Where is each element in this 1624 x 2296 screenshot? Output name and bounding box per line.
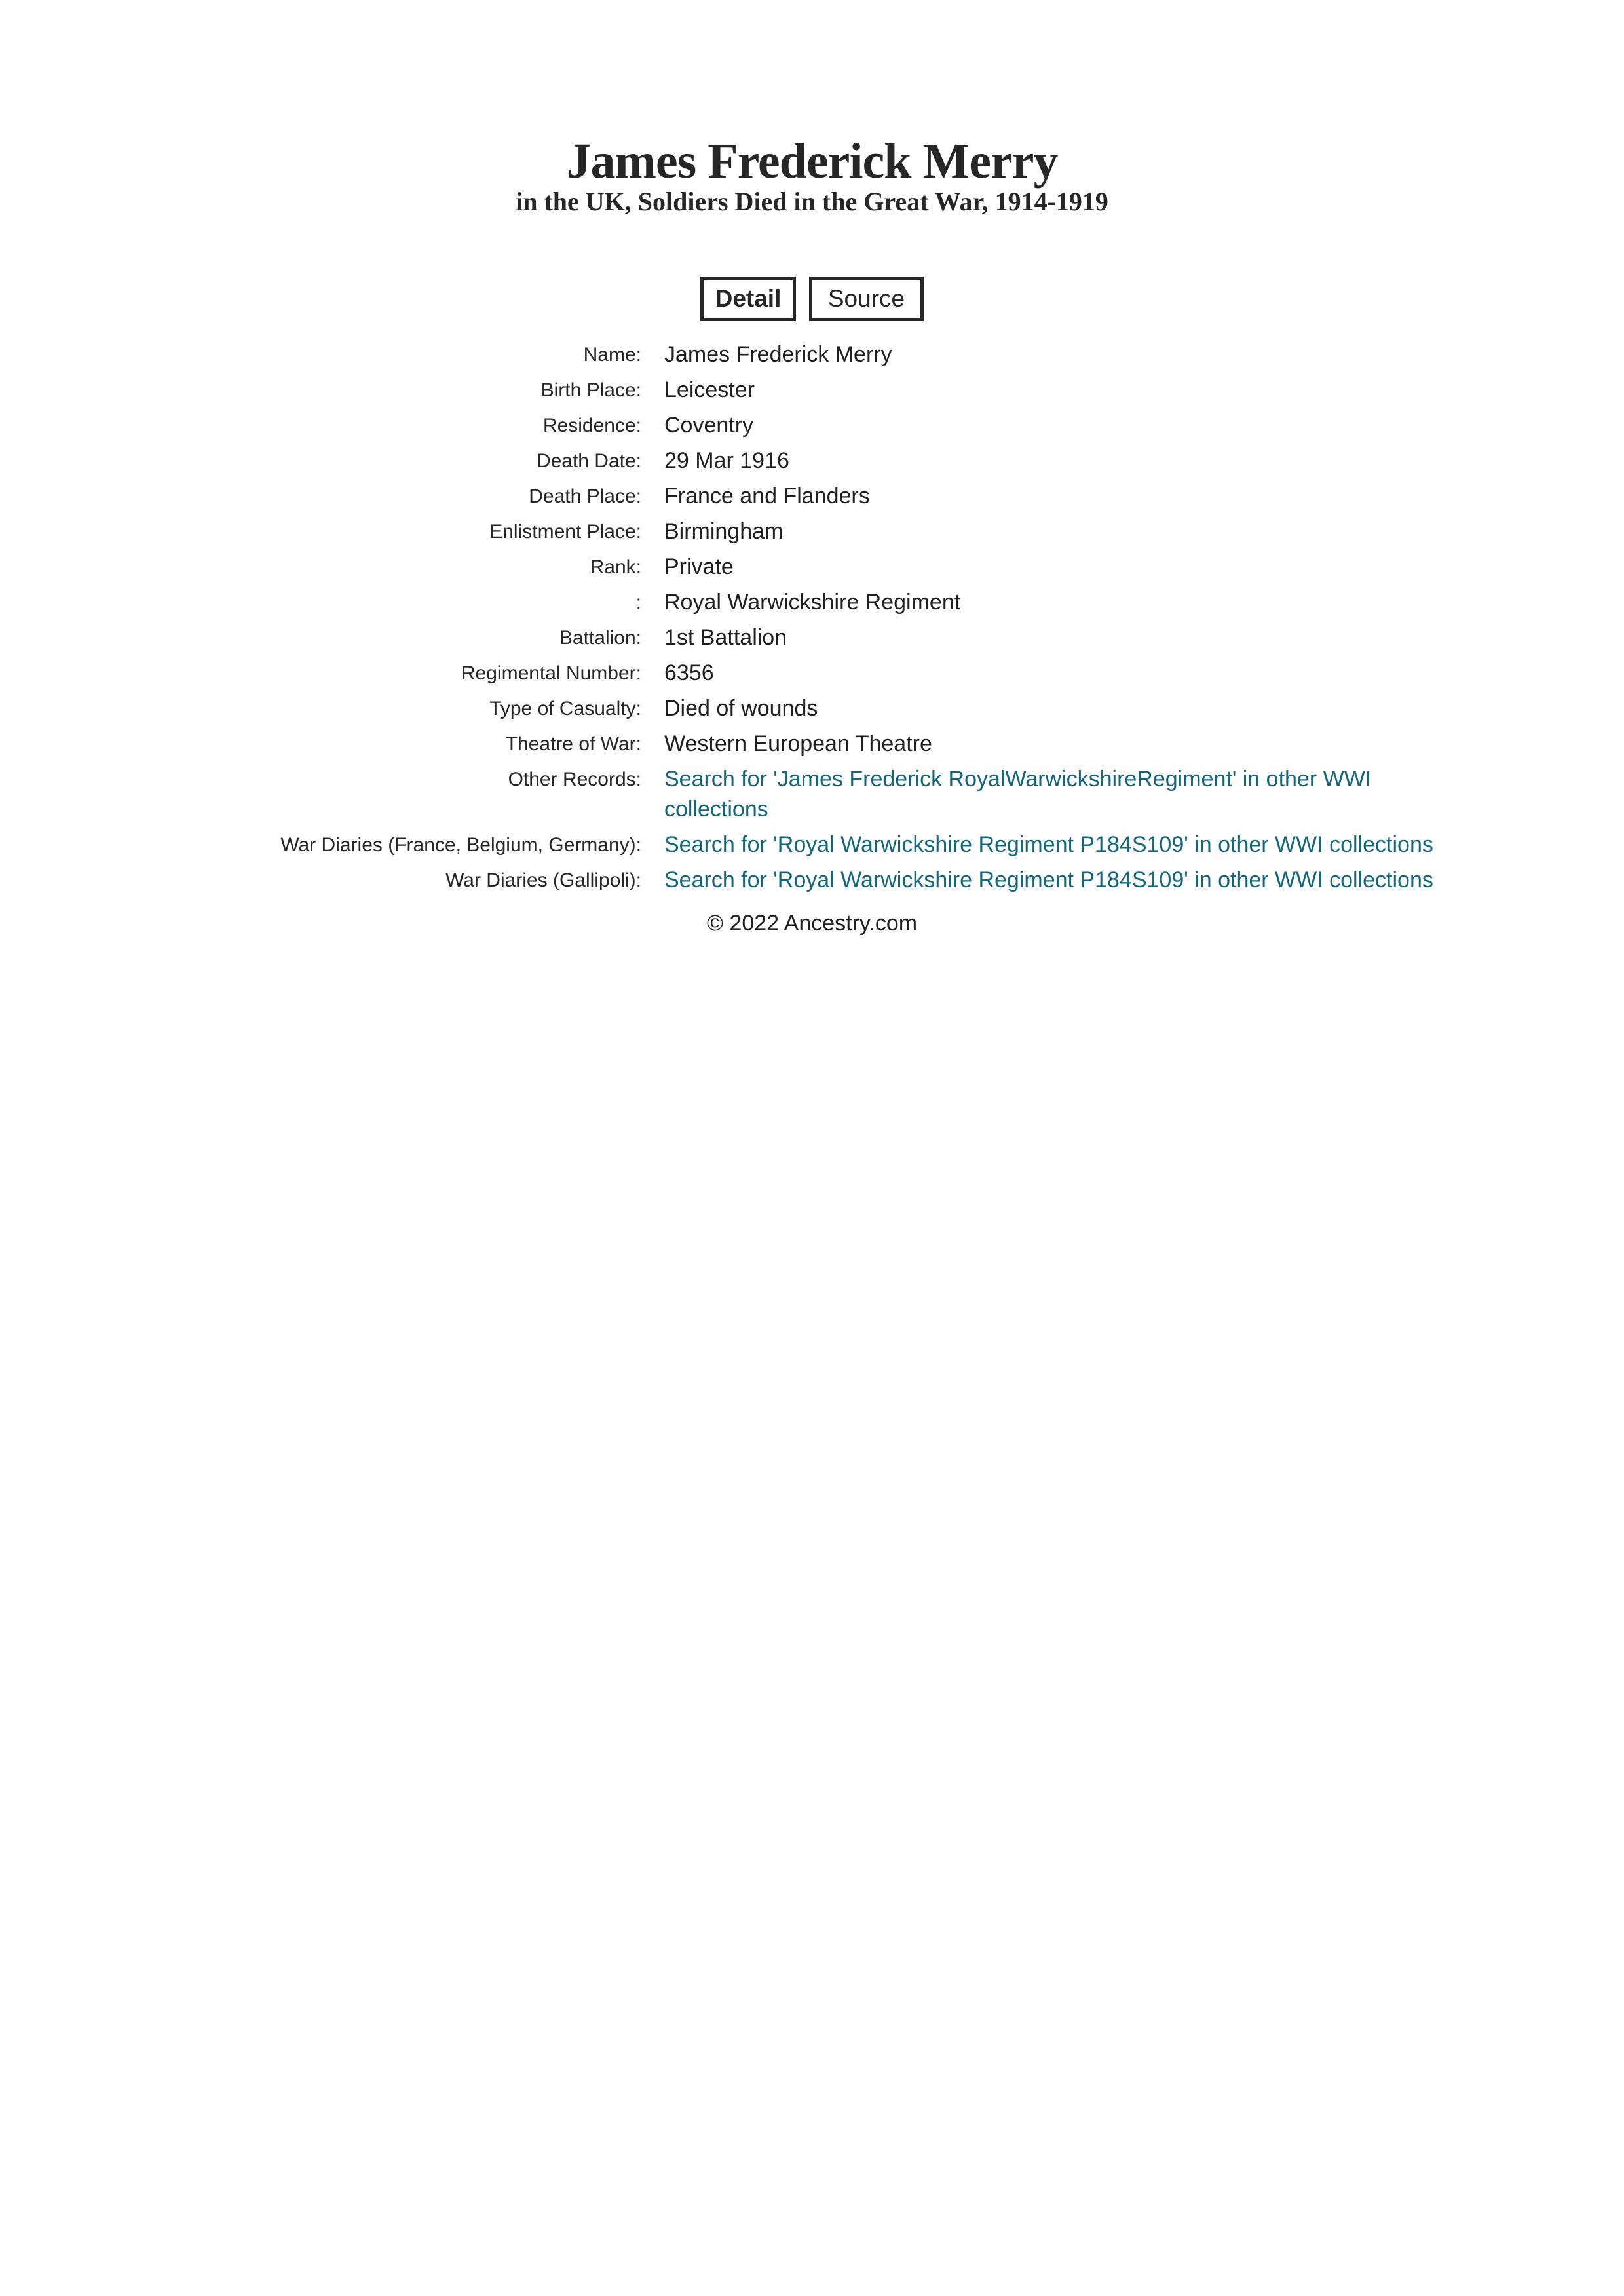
- record-label: Residence:: [542, 415, 641, 436]
- war-diaries-gallipoli-search-link[interactable]: Search for 'Royal Warwickshire Regiment P184S109' in other WWI collections: [664, 868, 1433, 892]
- record-row-regimental-number: [0, 655, 1624, 691]
- record-value: Western European Theatre: [664, 731, 932, 756]
- tab-detail[interactable]: Detail: [700, 277, 796, 321]
- record-value: 1st Battalion: [664, 625, 787, 650]
- record-value: Royal Warwickshire Regiment: [664, 590, 961, 615]
- record-value: James Frederick Merry: [664, 342, 892, 367]
- record-label: Theatre of War:: [505, 733, 641, 755]
- record-row-regiment: [0, 584, 1624, 620]
- record-value: Died of wounds: [664, 696, 818, 721]
- page-title: James Frederick Merry: [566, 134, 1058, 189]
- record-row-death-date: [0, 443, 1624, 478]
- record-label: Death Place:: [529, 486, 641, 507]
- record-row-name: [0, 337, 1624, 372]
- record-row-war-diaries-france: [0, 827, 1624, 862]
- record-label: Enlistment Place:: [489, 521, 641, 543]
- record-row-birth-place: [0, 372, 1624, 408]
- collection-subtitle: in the UK, Soldiers Died in the Great War, 1914-1919: [516, 187, 1108, 216]
- record-label: Birth Place:: [540, 379, 641, 401]
- record-row-death-place: [0, 478, 1624, 514]
- record-value: Private: [664, 554, 734, 579]
- record-value: Birmingham: [664, 519, 784, 544]
- view-tabs: [0, 277, 1624, 321]
- record-row-rank: [0, 549, 1624, 584]
- record-row-residence: [0, 408, 1624, 443]
- record-label: Regimental Number:: [461, 662, 641, 684]
- record-label: Death Date:: [536, 450, 641, 472]
- record-label: War Diaries (Gallipoli):: [445, 870, 641, 891]
- record-value: Coventry: [664, 413, 754, 438]
- record-row-enlistment-place: [0, 514, 1624, 549]
- tab-source[interactable]: Source: [809, 277, 924, 321]
- copyright-notice: © 2022 Ancestry.com: [706, 911, 918, 936]
- record-row-theatre-of-war: [0, 726, 1624, 761]
- record-row-other-records: [0, 761, 1624, 827]
- record-label: :: [635, 592, 641, 613]
- record-row-war-diaries-gallipoli: [0, 862, 1624, 898]
- record-label: Name:: [583, 344, 641, 366]
- record-label: Other Records:: [508, 769, 641, 790]
- record-row-type-of-casualty: [0, 691, 1624, 726]
- record-row-battalion: [0, 620, 1624, 655]
- war-diaries-france-search-link[interactable]: Search for 'Royal Warwickshire Regiment P184S109' in other WWI collections: [664, 832, 1433, 857]
- record-details: [0, 337, 1624, 898]
- record-label: War Diaries (France, Belgium, Germany):: [280, 834, 641, 856]
- record-value: 6356: [664, 660, 714, 685]
- record-value: Leicester: [664, 377, 755, 402]
- record-value: France and Flanders: [664, 484, 870, 508]
- record-value: 29 Mar 1916: [664, 448, 789, 473]
- other-records-search-link[interactable]: Search for 'James Frederick RoyalWarwickshireRegiment' in other WWI collections: [664, 767, 1372, 822]
- record-label: Battalion:: [559, 627, 641, 649]
- record-label: Rank:: [590, 556, 641, 578]
- record-label: Type of Casualty:: [489, 698, 641, 719]
